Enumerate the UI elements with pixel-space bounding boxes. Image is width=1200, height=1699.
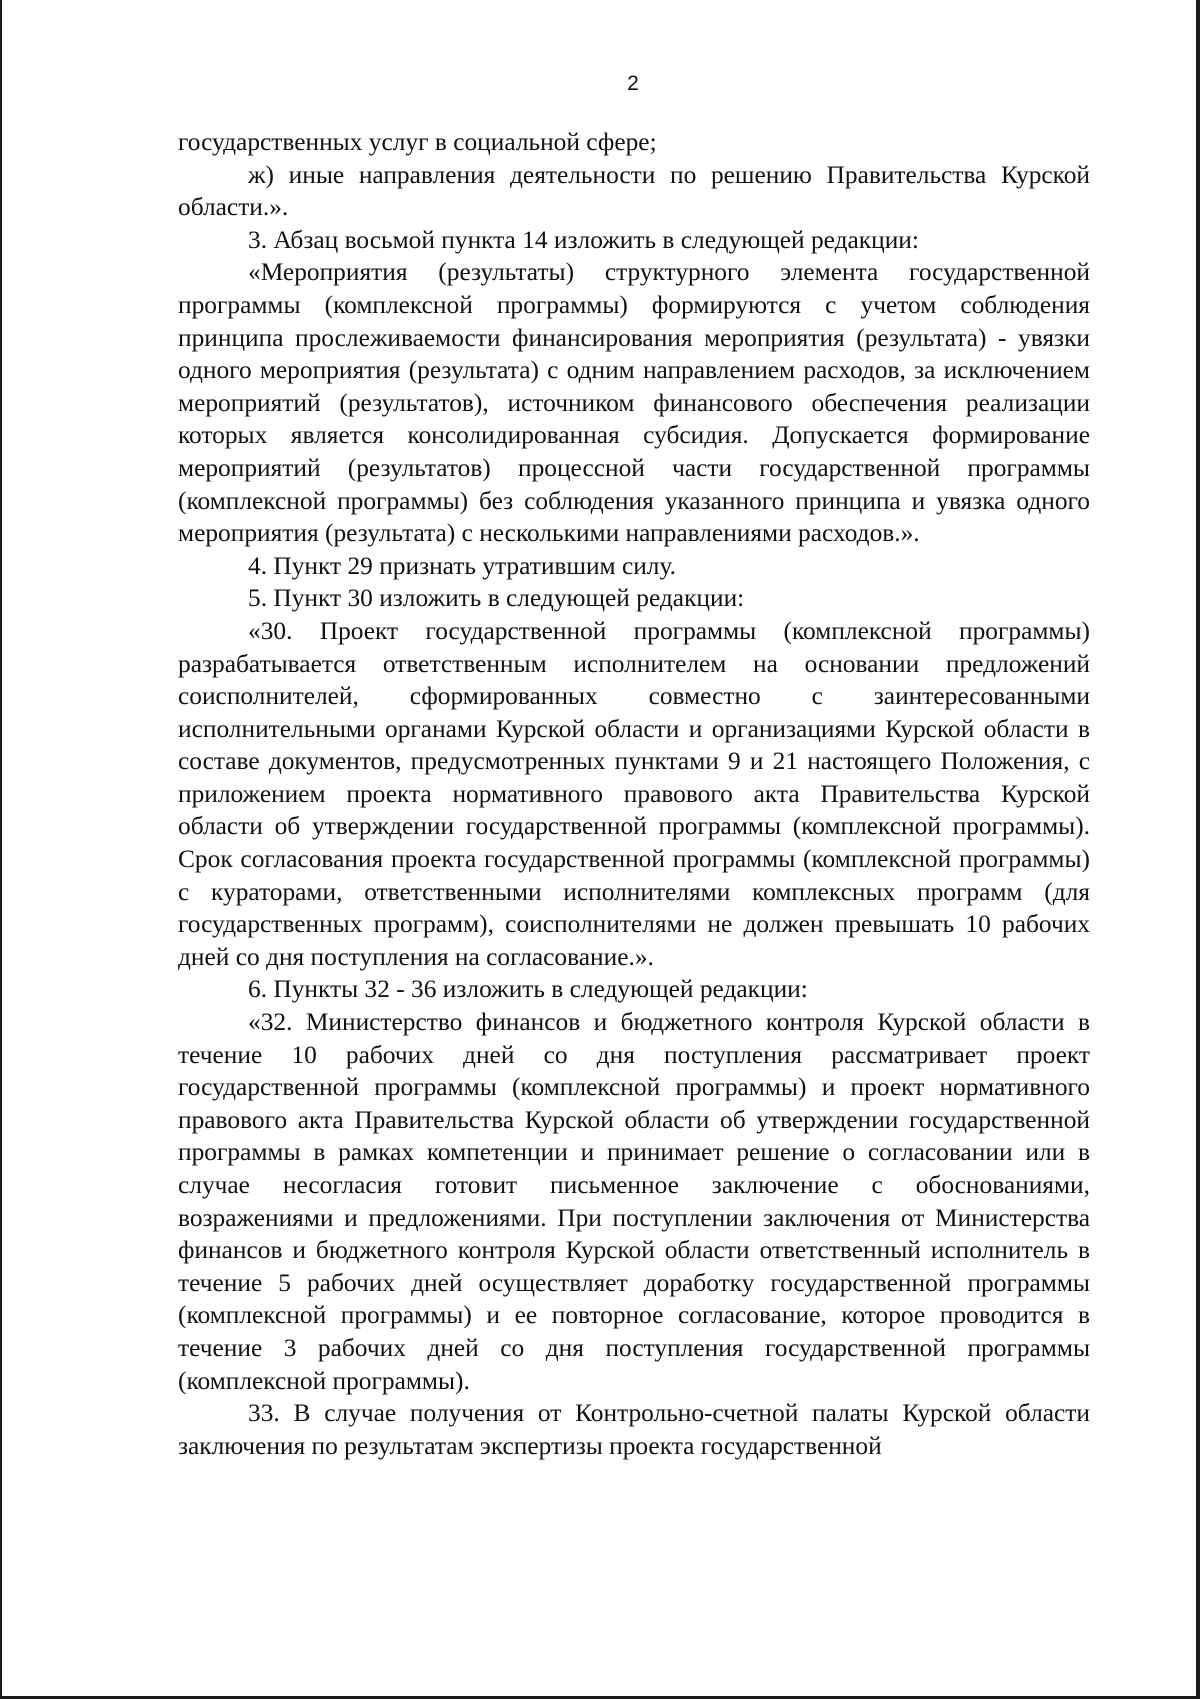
- paragraph-quote-32: «32. Министерство финансов и бюджетного контроля Курской области в течение 10 рабочих дней со дня поступления рассматривает проект государственной программы (комплексной программы) и проект нормативного правового акта Правительства Курской области об утверждении государственной программы в рамках компетенции и принимает решение о согласовании или в случае несогласия готовит письменное заключение с обоснованиями, возражениями и предложениями. При поступлении заключения от Министерства финансов и бюджетного контроля Курской области ответственный исполнитель в течение 5 рабочих дней осуществляет доработку государственной программы (комплексной программы) и ее повторное согласование, которое проводится в течение 3 рабочих дней со дня поступления государственной программы (комплексной программы).: [178, 1008, 1090, 1395]
- paragraph-quote-30: «30. Проект государственной программы (комплексной программы) разрабатывается ответственным исполнителем на основании предложений соисполнителей, сформированных совместно с заинтересованными исполнительными органами Курской области и организациями Курской области в составе документов, предусмотренных пунктами 9 и 21 настоящего Положения, с приложением проекта нормативного правового акта Правительства Курской области об утверждении государственной программы (комплексной программы). Срок согласования проекта государственной программы (комплексной программы) с кураторами, ответственными исполнителями комплексных программ (для государственных программ), соисполнителями не должен превышать 10 рабочих дней со дня поступления на согласование.».: [178, 616, 1090, 971]
- paragraph-clause-5: 5. Пункт 30 изложить в следующей редакции:: [248, 584, 745, 613]
- paragraph-clause-6: 6. Пункты 32 - 36 изложить в следующей редакции:: [248, 975, 808, 1004]
- paragraph-item-33: 33. В случае получения от Контрольно-счетной палаты Курской области заключения по результатам экспертизы проекта государственной: [178, 1399, 1090, 1460]
- paragraph-clause-4: 4. Пункт 29 признать утратившим силу.: [248, 551, 676, 580]
- paragraph-item-zh: ж) иные направления деятельности по решению Правительства Курской области.».: [178, 160, 1090, 222]
- paragraph-quote-measures: «Мероприятия (результаты) структурного элемента государственной программы (комплексной программы) формируются с учетом соблюдения принципа прослеживаемости финансирования мероприятия (результата) - увязки одного мероприятия (результата) с одним направлением расходов, за исключением мероприятий (результатов), источником финансового обеспечения реализации которых является консолидированная субсидия. Допускается формирование мероприятий (результатов) процессной части государственной программы (комплексной программы) без соблюдения указанного принципа и увязка одного мероприятия (результата) с несколькими направлениями расходов.».: [178, 258, 1090, 548]
- document-body: [178, 126, 1090, 1462]
- paragraph-continuation: государственных услуг в социальной сфере;: [178, 128, 657, 156]
- scan-border-left: [0, 0, 2, 1699]
- scan-border-right: [1196, 0, 1200, 1699]
- paragraph-clause-3: 3. Абзац восьмой пункта 14 изложить в следующей редакции:: [248, 225, 919, 254]
- page-number: 2: [627, 72, 639, 95]
